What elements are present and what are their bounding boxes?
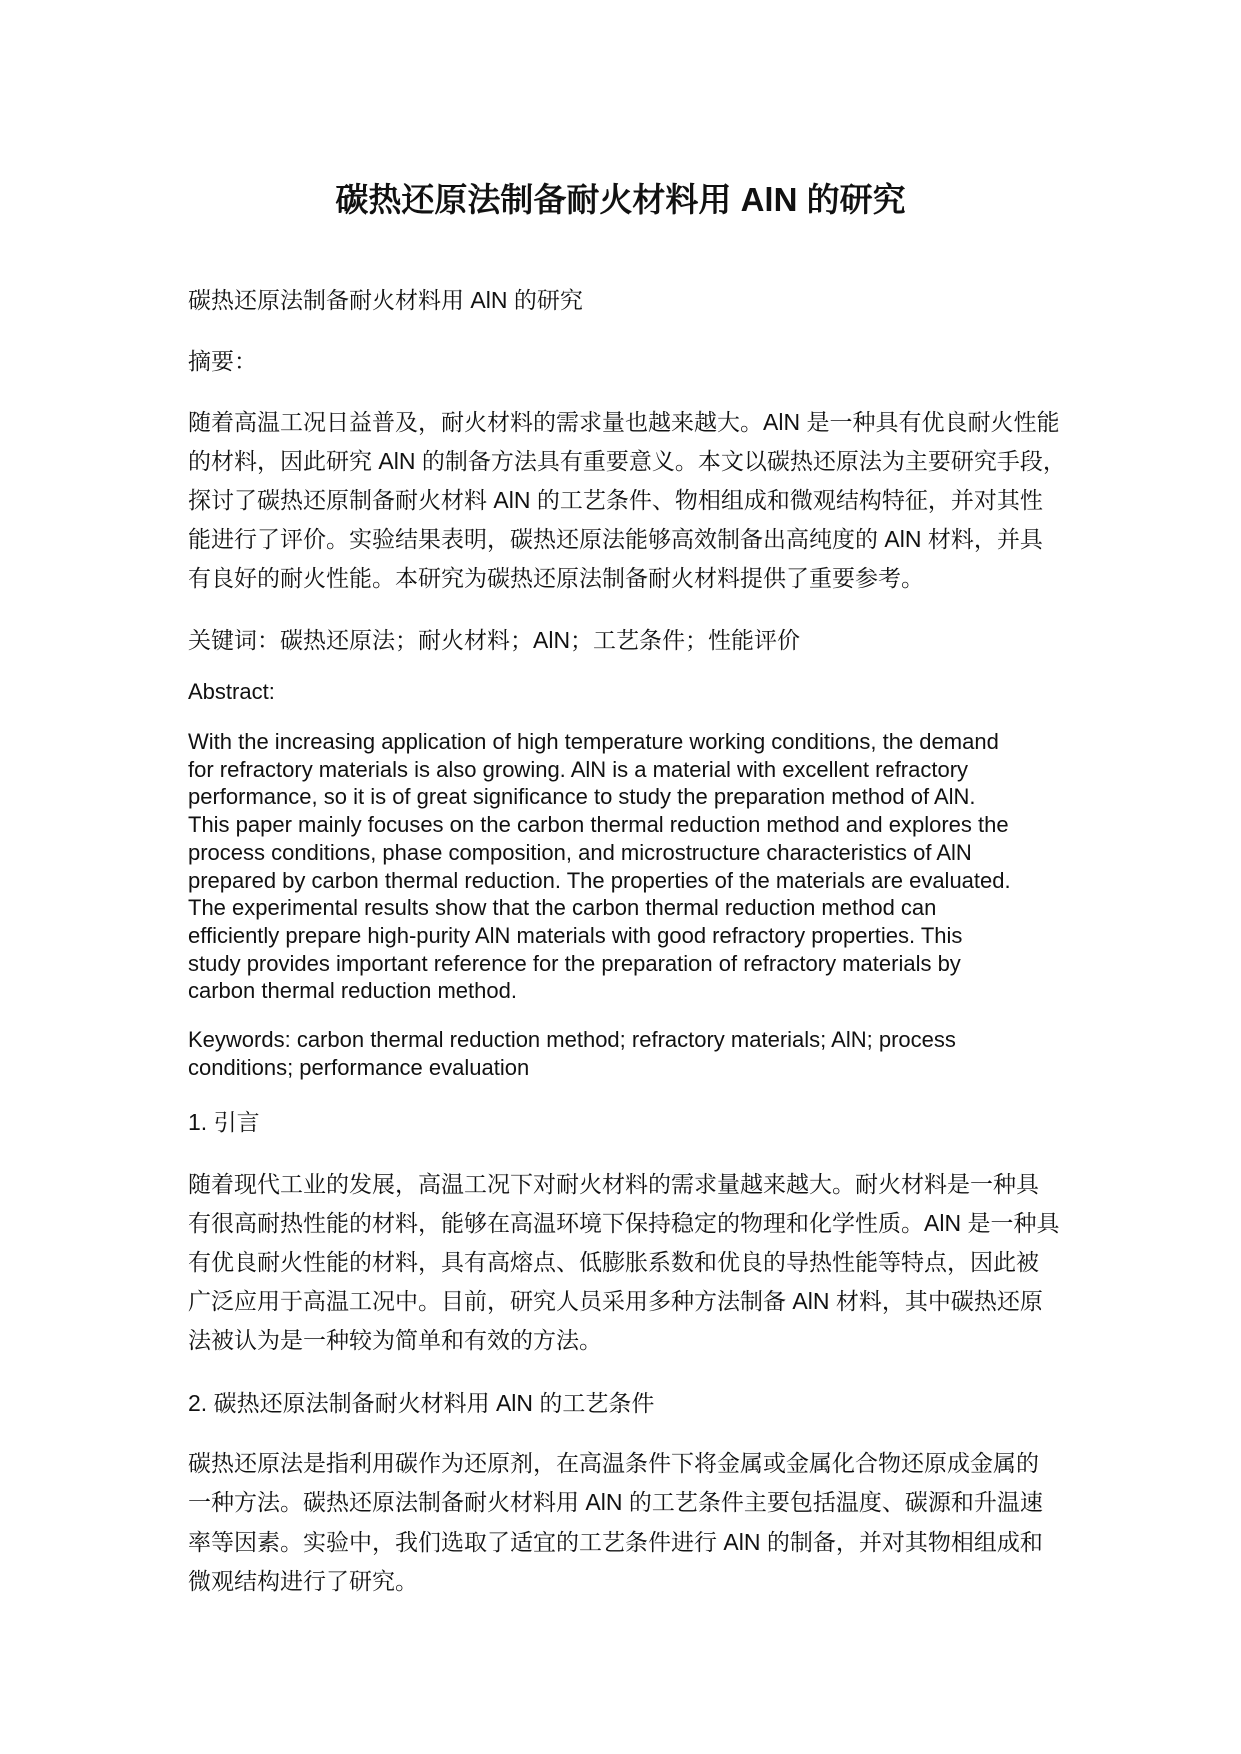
keywords-cn: 关键词：碳热还原法；耐火材料；AlN；工艺条件；性能评价 [188,626,801,653]
section-2-heading: 2. 碳热还原法制备耐火材料用 AlN 的工艺条件 [188,1389,655,1416]
section-1-line: 广泛应用于高温工况中。目前，研究人员采用多种方法制备 AlN 材料，其中碳热还原 [188,1288,1043,1315]
keywords-en [188,1026,1088,1081]
section-1-heading: 1. 引言 [188,1108,260,1135]
keywords-en-line: conditions; performance evaluation [188,1054,530,1080]
abstract-en-line: for refractory materials is also growing. AlN is a material with excellent refractory [188,756,969,782]
abstract-en-line: efficiently prepare high-purity AlN materials with good refractory properties. This [188,922,963,948]
section-1-line: 随着现代工业的发展，高温工况下对耐火材料的需求量越来越大。耐火材料是一种具 [188,1170,1039,1197]
section-2-line: 碳热还原法是指利用碳作为还原剂，在高温条件下将金属或金属化合物还原成金属的 [188,1449,1039,1476]
abstract-cn-heading: 摘要： [188,347,257,374]
abstract-en-line: prepared by carbon thermal reduction. The properties of the materials are evaluated. [188,867,1011,893]
section-1-line: 法被认为是一种较为简单和有效的方法。 [188,1327,602,1354]
abstract-cn-line: 能进行了评价。实验结果表明，碳热还原法能够高效制备出高纯度的 AlN 材料，并具 [188,525,1043,552]
abstract-cn-line: 随着高温工况日益普及，耐火材料的需求量也越来越大。AlN 是一种具有优良耐火性能 [188,408,1060,435]
abstract-en-line: process conditions, phase composition, and microstructure characteristics of AlN [188,839,972,865]
abstract-cn-line: 探讨了碳热还原制备耐火材料 AlN 的工艺条件、物相组成和微观结构特征，并对其性 [188,486,1043,513]
section-1-paragraph [188,1165,1088,1361]
abstract-en-line: With the increasing application of high temperature working conditions, the demand [188,729,999,754]
abstract-en-line: performance, so it is of great significance to study the preparation method of AlN. [188,784,976,810]
abstract-en-line: The experimental results show that the carbon thermal reduction method can [188,895,937,921]
abstract-en-line: This paper mainly focuses on the carbon thermal reduction method and explores the [188,812,1009,838]
abstract-en-paragraph [188,728,1088,1005]
section-1-line: 有优良耐火性能的材料，具有高熔点、低膨胀系数和优良的导热性能等特点，因此被 [188,1248,1039,1275]
section-2-line: 一种方法。碳热还原法制备耐火材料用 AlN 的工艺条件主要包括温度、碳源和升温速 [188,1489,1043,1515]
document-subtitle: 碳热还原法制备耐火材料用 AlN 的研究 [188,287,583,313]
section-2-paragraph [188,1444,1088,1602]
abstract-en-line: study provides important reference for the preparation of refractory materials by [188,950,961,976]
section-2-line: 微观结构进行了研究。 [188,1568,418,1594]
abstract-en-line: carbon thermal reduction method. [188,978,517,1004]
document-title: 碳热还原法制备耐火材料用 AlN 的研究 [335,181,906,218]
abstract-cn-line: 有良好的耐火性能。本研究为碳热还原法制备耐火材料提供了重要参考。 [188,564,924,591]
abstract-cn-line: 的材料，因此研究 AlN 的制备方法具有重要意义。本文以碳热还原法为主要研究手段， [188,447,1066,474]
abstract-cn-paragraph [188,403,1088,598]
section-1-line: 有很高耐热性能的材料，能够在高温环境下保持稳定的物理和化学性质。AlN 是一种具 [188,1209,1060,1236]
abstract-en-heading: Abstract: [188,679,275,704]
section-2-line: 率等因素。实验中，我们选取了适宜的工艺条件进行 AlN 的制备，并对其物相组成和 [188,1528,1043,1555]
keywords-en-line: Keywords: carbon thermal reduction method; refractory materials; AlN; process [188,1027,956,1052]
